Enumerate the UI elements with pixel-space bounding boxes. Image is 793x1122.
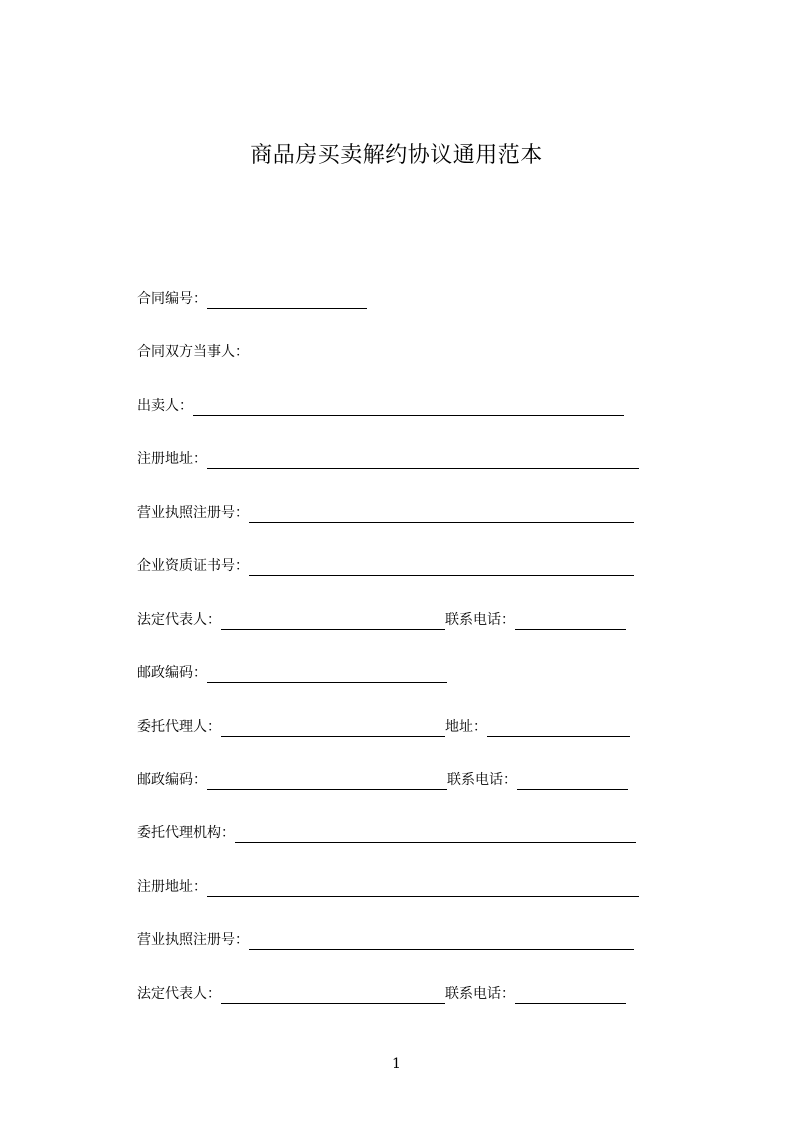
registered-address-row [137, 449, 639, 471]
phone-label: 联系电话： [445, 612, 515, 628]
agency-address-label: 注册地址： [137, 879, 207, 895]
business-license-row [137, 503, 634, 525]
contract-number-label: 合同编号： [137, 291, 207, 307]
legal-representative-blank[interactable] [221, 611, 445, 630]
parties-row [137, 342, 249, 364]
qualification-cert-blank[interactable] [249, 557, 634, 576]
agent-label: 委托代理人： [137, 719, 221, 735]
page-number: 1 [392, 1056, 401, 1072]
qualification-cert-label: 企业资质证书号： [137, 558, 249, 574]
agency-license-blank[interactable] [249, 931, 634, 950]
registered-address-label: 注册地址： [137, 451, 207, 467]
agent-phone-blank[interactable] [517, 771, 628, 790]
agency-address-row [137, 877, 639, 899]
parties-label: 合同双方当事人： [137, 344, 249, 360]
contract-number-row [137, 289, 367, 311]
agency-legal-rep-label: 法定代表人： [137, 986, 221, 1002]
seller-row [137, 396, 624, 418]
address-label: 地址： [445, 719, 487, 735]
postcode-label: 邮政编码： [137, 665, 207, 681]
agency-legal-rep-blank[interactable] [221, 985, 445, 1004]
agency-row [137, 823, 636, 845]
legal-representative-label: 法定代表人： [137, 612, 221, 628]
qualification-cert-row [137, 556, 634, 578]
agent-postcode-label: 邮政编码： [137, 772, 207, 788]
business-license-blank[interactable] [249, 504, 634, 523]
agency-license-row [137, 930, 634, 952]
agent-phone-label: 联系电话： [447, 772, 517, 788]
postcode-blank[interactable] [207, 664, 447, 683]
agency-phone-label: 联系电话： [445, 986, 515, 1002]
business-license-label: 营业执照注册号： [137, 505, 249, 521]
document-title: 商品房买卖解约协议通用范本 [250, 143, 543, 168]
agency-label: 委托代理机构： [137, 825, 235, 841]
phone-blank[interactable] [515, 611, 626, 630]
agency-blank[interactable] [235, 824, 636, 843]
postcode-row [137, 663, 447, 685]
agent-postcode-blank[interactable] [207, 771, 447, 790]
address-blank[interactable] [487, 718, 630, 737]
agent-blank[interactable] [221, 718, 445, 737]
agent-row [137, 717, 630, 739]
agent-postcode-row [137, 770, 628, 792]
contract-number-blank[interactable] [207, 290, 367, 309]
seller-label: 出卖人： [137, 398, 193, 414]
registered-address-blank[interactable] [207, 450, 639, 469]
agency-address-blank[interactable] [207, 878, 639, 897]
legal-representative-row [137, 610, 626, 632]
agency-legal-rep-row [137, 984, 626, 1006]
agency-phone-blank[interactable] [515, 985, 626, 1004]
seller-blank[interactable] [193, 397, 624, 416]
agency-license-label: 营业执照注册号： [137, 932, 249, 948]
